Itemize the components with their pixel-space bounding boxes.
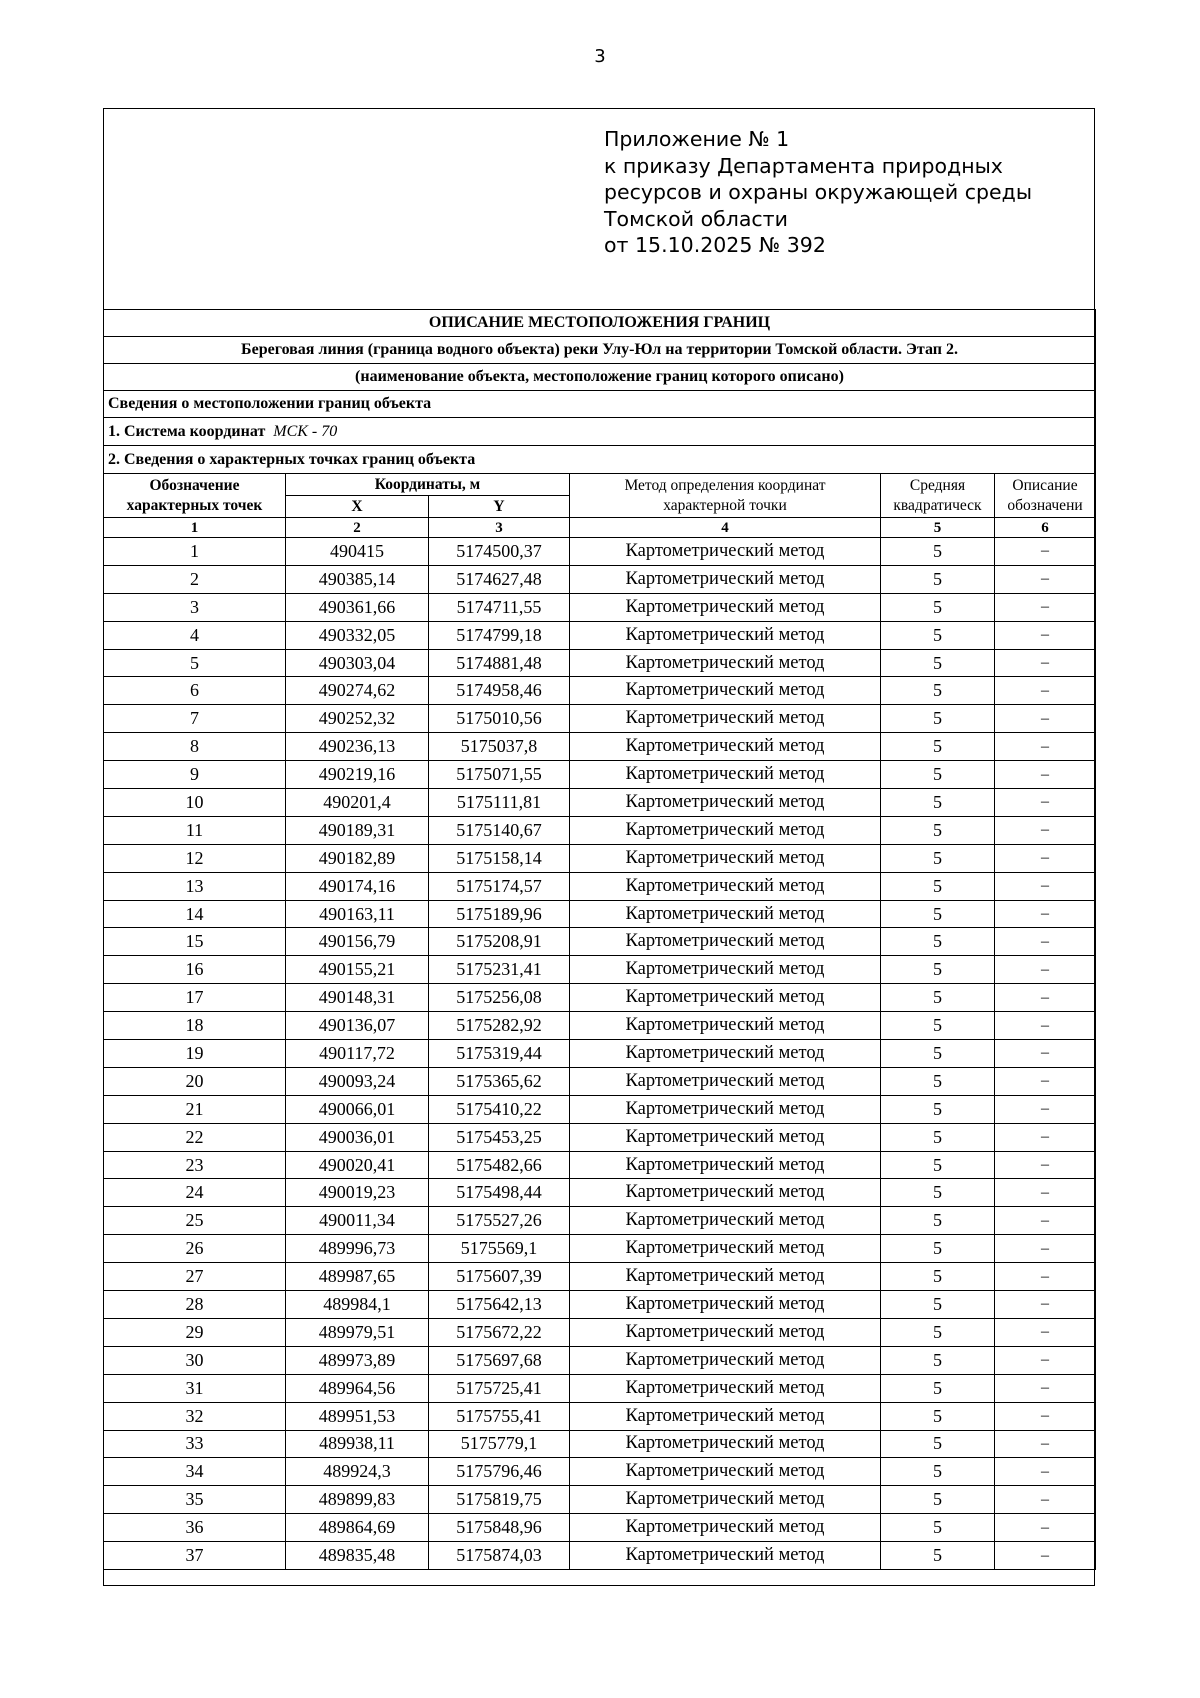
method: Картометрический метод (570, 538, 881, 566)
point-description: – (995, 538, 1096, 566)
method: Картометрический метод (570, 1207, 881, 1235)
mean-error: 5 (881, 956, 995, 984)
mean-error: 5 (881, 984, 995, 1012)
coord-x: 490066,01 (286, 1095, 429, 1123)
point-description: – (995, 1123, 1096, 1151)
mean-error: 5 (881, 1040, 995, 1068)
table-title: ОПИСАНИЕ МЕСТОПОЛОЖЕНИЯ ГРАНИЦ (104, 310, 1096, 337)
coord-y: 5175819,75 (429, 1486, 570, 1514)
point-description: – (995, 1095, 1096, 1123)
method: Картометрический метод (570, 956, 881, 984)
method: Картометрический метод (570, 1542, 881, 1570)
table-row (104, 1514, 1096, 1542)
method: Картометрический метод (570, 1040, 881, 1068)
mean-error: 5 (881, 733, 995, 761)
method: Картометрический метод (570, 1514, 881, 1542)
method: Картометрический метод (570, 621, 881, 649)
point-number: 19 (104, 1040, 286, 1068)
method: Картометрический метод (570, 1179, 881, 1207)
point-description: – (995, 1430, 1096, 1458)
table-row (104, 1067, 1096, 1095)
mean-error: 5 (881, 1095, 995, 1123)
point-description: – (995, 1067, 1096, 1095)
object-name: Береговая линия (граница водного объекта) реки Улу-Юл на территории Томской области. Этап 2. (104, 337, 1096, 364)
column-number: 4 (570, 518, 881, 538)
coord-y: 5175231,41 (429, 956, 570, 984)
point-description: – (995, 1318, 1096, 1346)
point-description: – (995, 872, 1096, 900)
coord-y: 5175607,39 (429, 1263, 570, 1291)
coord-x: 490303,04 (286, 649, 429, 677)
method: Картометрический метод (570, 816, 881, 844)
coord-y: 5175319,44 (429, 1040, 570, 1068)
coord-system (104, 418, 1096, 446)
point-number: 3 (104, 593, 286, 621)
mean-error: 5 (881, 789, 995, 817)
col-header-method: Метод определения координат характерной точки (570, 474, 881, 518)
appendix-line: Томской области (604, 206, 788, 231)
method: Картометрический метод (570, 649, 881, 677)
mean-error: 5 (881, 1179, 995, 1207)
coord-y: 5175010,56 (429, 705, 570, 733)
point-description: – (995, 1514, 1096, 1542)
point-description: – (995, 984, 1096, 1012)
col-header-x: X (286, 496, 429, 518)
mean-error: 5 (881, 761, 995, 789)
coord-x: 490020,41 (286, 1151, 429, 1179)
coord-x: 489938,11 (286, 1430, 429, 1458)
point-description: – (995, 677, 1096, 705)
coord-y: 5174881,48 (429, 649, 570, 677)
point-number: 23 (104, 1151, 286, 1179)
point-number: 10 (104, 789, 286, 817)
coord-x: 490361,66 (286, 593, 429, 621)
table-row (104, 565, 1096, 593)
point-description: – (995, 816, 1096, 844)
coord-y: 5175874,03 (429, 1542, 570, 1570)
table-row (104, 900, 1096, 928)
coord-y: 5175498,44 (429, 1179, 570, 1207)
mean-error: 5 (881, 1291, 995, 1319)
method: Картометрический метод (570, 1374, 881, 1402)
mean-error: 5 (881, 1374, 995, 1402)
point-number: 1 (104, 538, 286, 566)
point-description: – (995, 761, 1096, 789)
column-number: 3 (429, 518, 570, 538)
table-row (104, 1095, 1096, 1123)
point-description: – (995, 1291, 1096, 1319)
appendix-block (604, 126, 1064, 259)
coord-x: 490117,72 (286, 1040, 429, 1068)
coord-system-value: МСК - 70 (273, 422, 338, 440)
table-row (104, 1207, 1096, 1235)
point-description: – (995, 1458, 1096, 1486)
mean-error: 5 (881, 1318, 995, 1346)
coord-x: 490155,21 (286, 956, 429, 984)
point-number: 8 (104, 733, 286, 761)
mean-error: 5 (881, 900, 995, 928)
point-description: – (995, 733, 1096, 761)
point-description: – (995, 1235, 1096, 1263)
coord-x: 490219,16 (286, 761, 429, 789)
point-number: 21 (104, 1095, 286, 1123)
mean-error: 5 (881, 1151, 995, 1179)
method: Картометрический метод (570, 733, 881, 761)
coord-y: 5175256,08 (429, 984, 570, 1012)
coord-x: 489973,89 (286, 1346, 429, 1374)
coord-x: 490148,31 (286, 984, 429, 1012)
appendix-line: от 15.10.2025 № 392 (604, 233, 826, 257)
point-number: 18 (104, 1012, 286, 1040)
point-description: – (995, 1151, 1096, 1179)
point-description: – (995, 1402, 1096, 1430)
mean-error: 5 (881, 1123, 995, 1151)
coord-x: 490415 (286, 538, 429, 566)
table-row (104, 733, 1096, 761)
method: Картометрический метод (570, 1291, 881, 1319)
coord-y: 5174958,46 (429, 677, 570, 705)
method: Картометрический метод (570, 565, 881, 593)
coord-x: 490174,16 (286, 872, 429, 900)
boundary-table (103, 309, 1096, 1570)
point-description: – (995, 1542, 1096, 1570)
point-description: – (995, 789, 1096, 817)
table-row (104, 928, 1096, 956)
point-description: – (995, 928, 1096, 956)
mean-error: 5 (881, 565, 995, 593)
method: Картометрический метод (570, 789, 881, 817)
point-description: – (995, 593, 1096, 621)
mean-error: 5 (881, 1207, 995, 1235)
coord-x: 489899,83 (286, 1486, 429, 1514)
point-number: 14 (104, 900, 286, 928)
coord-y: 5175672,22 (429, 1318, 570, 1346)
table-row (104, 1235, 1096, 1263)
table-row (104, 1123, 1096, 1151)
mean-error: 5 (881, 677, 995, 705)
mean-error: 5 (881, 1235, 995, 1263)
col-header-desc: Описание обозначени (995, 474, 1096, 518)
mean-error: 5 (881, 816, 995, 844)
mean-error: 5 (881, 1486, 995, 1514)
appendix-line: ресурсов и охраны окружающей среды (604, 180, 1033, 204)
mean-error: 5 (881, 1542, 995, 1570)
point-number: 15 (104, 928, 286, 956)
method: Картометрический метод (570, 1486, 881, 1514)
coord-x: 490332,05 (286, 621, 429, 649)
method: Картометрический метод (570, 1263, 881, 1291)
point-number: 31 (104, 1374, 286, 1402)
point-number: 25 (104, 1207, 286, 1235)
table-row (104, 649, 1096, 677)
coord-y: 5175174,57 (429, 872, 570, 900)
table-row (104, 1542, 1096, 1570)
coord-y: 5175158,14 (429, 844, 570, 872)
table-row (104, 1012, 1096, 1040)
point-description: – (995, 844, 1096, 872)
method: Картометрический метод (570, 705, 881, 733)
coord-y: 5175755,41 (429, 1402, 570, 1430)
method: Картометрический метод (570, 1151, 881, 1179)
table-row (104, 1151, 1096, 1179)
point-number: 29 (104, 1318, 286, 1346)
point-number: 37 (104, 1542, 286, 1570)
coord-y: 5175189,96 (429, 900, 570, 928)
method: Картометрический метод (570, 1402, 881, 1430)
coord-y: 5175569,1 (429, 1235, 570, 1263)
coord-y: 5175779,1 (429, 1430, 570, 1458)
coord-x: 489987,65 (286, 1263, 429, 1291)
table-row (104, 705, 1096, 733)
column-number: 2 (286, 518, 429, 538)
method: Картометрический метод (570, 844, 881, 872)
appendix-line: Приложение № 1 (604, 127, 790, 151)
table-row (104, 1318, 1096, 1346)
coord-y: 5175796,46 (429, 1458, 570, 1486)
point-description: – (995, 649, 1096, 677)
coord-x: 490136,07 (286, 1012, 429, 1040)
section-info: Сведения о местоположении границ объекта (104, 391, 1096, 418)
point-number: 17 (104, 984, 286, 1012)
coord-x: 490011,34 (286, 1207, 429, 1235)
method: Картометрический метод (570, 1235, 881, 1263)
coord-x: 489835,48 (286, 1542, 429, 1570)
mean-error: 5 (881, 649, 995, 677)
method: Картометрический метод (570, 1095, 881, 1123)
coord-y: 5175725,41 (429, 1374, 570, 1402)
coord-y: 5174711,55 (429, 593, 570, 621)
coord-y: 5175365,62 (429, 1067, 570, 1095)
point-description: – (995, 1179, 1096, 1207)
table-row (104, 1291, 1096, 1319)
mean-error: 5 (881, 1514, 995, 1542)
coord-y: 5175697,68 (429, 1346, 570, 1374)
table-row (104, 593, 1096, 621)
coord-y: 5175453,25 (429, 1123, 570, 1151)
coord-x: 490274,62 (286, 677, 429, 705)
coord-x: 490189,31 (286, 816, 429, 844)
point-description: – (995, 956, 1096, 984)
table-row (104, 621, 1096, 649)
col-header-error: Средняя квадратическ (881, 474, 995, 518)
point-description: – (995, 621, 1096, 649)
coord-y: 5175071,55 (429, 761, 570, 789)
method: Картометрический метод (570, 928, 881, 956)
coord-x: 489864,69 (286, 1514, 429, 1542)
point-number: 12 (104, 844, 286, 872)
point-description: – (995, 1207, 1096, 1235)
point-number: 6 (104, 677, 286, 705)
coord-y: 5175848,96 (429, 1514, 570, 1542)
col-header-y: Y (429, 496, 570, 518)
table-row (104, 844, 1096, 872)
point-description: – (995, 1263, 1096, 1291)
coord-y: 5175482,66 (429, 1151, 570, 1179)
point-number: 7 (104, 705, 286, 733)
coord-x: 490201,4 (286, 789, 429, 817)
coord-y: 5175111,81 (429, 789, 570, 817)
method: Картометрический метод (570, 593, 881, 621)
appendix-line: к приказу Департамента природных (604, 153, 1003, 178)
coord-x: 490385,14 (286, 565, 429, 593)
table-row (104, 1458, 1096, 1486)
table-row (104, 789, 1096, 817)
point-number: 24 (104, 1179, 286, 1207)
points-section: 2. Сведения о характерных точках границ объекта (104, 446, 1096, 474)
coord-system-label: 1. Система координат (108, 422, 266, 440)
table-row (104, 1374, 1096, 1402)
point-description: – (995, 1486, 1096, 1514)
col-header-coords: Координаты, м (286, 474, 570, 496)
table-row (104, 1179, 1096, 1207)
point-number: 35 (104, 1486, 286, 1514)
method: Картометрический метод (570, 1123, 881, 1151)
table-row (104, 1263, 1096, 1291)
point-number: 30 (104, 1346, 286, 1374)
point-number: 36 (104, 1514, 286, 1542)
table-row (104, 1402, 1096, 1430)
coord-x: 490182,89 (286, 844, 429, 872)
coord-y: 5175037,8 (429, 733, 570, 761)
point-number: 20 (104, 1067, 286, 1095)
point-number: 4 (104, 621, 286, 649)
point-number: 26 (104, 1235, 286, 1263)
coord-x: 490036,01 (286, 1123, 429, 1151)
point-number: 16 (104, 956, 286, 984)
mean-error: 5 (881, 1430, 995, 1458)
col-header-point: Обозначение характерных точек (104, 474, 286, 518)
point-number: 13 (104, 872, 286, 900)
point-number: 27 (104, 1263, 286, 1291)
method: Картометрический метод (570, 1430, 881, 1458)
point-number: 22 (104, 1123, 286, 1151)
coord-x: 489951,53 (286, 1402, 429, 1430)
mean-error: 5 (881, 844, 995, 872)
point-description: – (995, 565, 1096, 593)
point-number: 5 (104, 649, 286, 677)
method: Картометрический метод (570, 984, 881, 1012)
mean-error: 5 (881, 1402, 995, 1430)
coord-x: 489924,3 (286, 1458, 429, 1486)
table-row (104, 872, 1096, 900)
mean-error: 5 (881, 538, 995, 566)
table-row (104, 956, 1096, 984)
mean-error: 5 (881, 928, 995, 956)
coord-y: 5175527,26 (429, 1207, 570, 1235)
column-number: 1 (104, 518, 286, 538)
point-number: 2 (104, 565, 286, 593)
method: Картометрический метод (570, 1067, 881, 1095)
coord-y: 5174500,37 (429, 538, 570, 566)
point-number: 28 (104, 1291, 286, 1319)
method: Картометрический метод (570, 1318, 881, 1346)
method: Картометрический метод (570, 900, 881, 928)
table-row (104, 984, 1096, 1012)
method: Картометрический метод (570, 1458, 881, 1486)
mean-error: 5 (881, 872, 995, 900)
point-number: 9 (104, 761, 286, 789)
table-row (104, 761, 1096, 789)
coord-y: 5174627,48 (429, 565, 570, 593)
column-number: 6 (995, 518, 1096, 538)
point-description: – (995, 900, 1096, 928)
method: Картометрический метод (570, 761, 881, 789)
point-description: – (995, 1346, 1096, 1374)
coord-y: 5175140,67 (429, 816, 570, 844)
coord-x: 490252,32 (286, 705, 429, 733)
mean-error: 5 (881, 1458, 995, 1486)
mean-error: 5 (881, 1263, 995, 1291)
table-row (104, 1486, 1096, 1514)
mean-error: 5 (881, 621, 995, 649)
mean-error: 5 (881, 1346, 995, 1374)
coord-x: 490163,11 (286, 900, 429, 928)
mean-error: 5 (881, 1012, 995, 1040)
coord-y: 5175642,13 (429, 1291, 570, 1319)
method: Картометрический метод (570, 872, 881, 900)
coord-y: 5175410,22 (429, 1095, 570, 1123)
page-number: 3 (594, 46, 606, 67)
table-row (104, 816, 1096, 844)
point-number: 33 (104, 1430, 286, 1458)
coord-y: 5175208,91 (429, 928, 570, 956)
coord-x: 490093,24 (286, 1067, 429, 1095)
method: Картометрический метод (570, 1012, 881, 1040)
point-description: – (995, 1040, 1096, 1068)
coord-x: 490156,79 (286, 928, 429, 956)
point-number: 32 (104, 1402, 286, 1430)
coord-x: 489984,1 (286, 1291, 429, 1319)
coord-x: 489996,73 (286, 1235, 429, 1263)
point-number: 11 (104, 816, 286, 844)
mean-error: 5 (881, 593, 995, 621)
point-description: – (995, 1012, 1096, 1040)
mean-error: 5 (881, 1067, 995, 1095)
point-description: – (995, 1374, 1096, 1402)
mean-error: 5 (881, 705, 995, 733)
table-row (104, 1430, 1096, 1458)
point-number: 34 (104, 1458, 286, 1486)
coord-x: 490236,13 (286, 733, 429, 761)
coord-x: 489979,51 (286, 1318, 429, 1346)
method: Картометрический метод (570, 677, 881, 705)
coord-x: 489964,56 (286, 1374, 429, 1402)
column-number: 5 (881, 518, 995, 538)
method: Картометрический метод (570, 1346, 881, 1374)
coord-x: 490019,23 (286, 1179, 429, 1207)
table-row (104, 1040, 1096, 1068)
table-row (104, 677, 1096, 705)
object-note: (наименование объекта, местоположение границ которого описано) (104, 364, 1096, 391)
table-row (104, 1346, 1096, 1374)
coord-y: 5174799,18 (429, 621, 570, 649)
coord-y: 5175282,92 (429, 1012, 570, 1040)
point-description: – (995, 705, 1096, 733)
table-row (104, 538, 1096, 566)
